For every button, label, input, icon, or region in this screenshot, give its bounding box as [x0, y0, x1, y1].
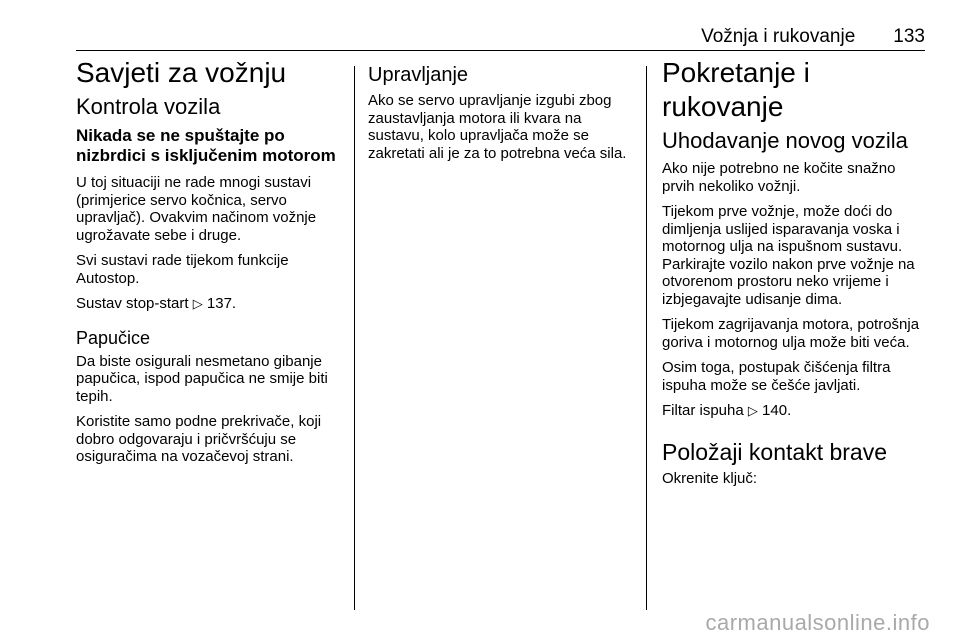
- reference-text: Filtar ispuha: [662, 402, 744, 419]
- subsection-title: Upravljanje: [368, 64, 469, 86]
- subsection-title: Kontrola vozila: [76, 94, 221, 119]
- paragraph: Tijekom prve vožnje, može doći do dimljenja uslijed isparavanja voska i motornog ulja na ispušnom sustavu. Parkirajte vozilo nakon prve vožnje na otvorenom prostoru neko vrijeme i izbjegavajte udisanje dima.: [662, 203, 915, 308]
- page-number: 133: [893, 26, 925, 47]
- bold-heading: Nikada se ne spuštajte po nizbrdici s isključenim motorom: [76, 126, 336, 165]
- paragraph: Osim toga, postupak čišćenja filtra ispuha može se češće javljati.: [662, 359, 891, 394]
- chapter-title: Vožnja i rukovanje: [701, 26, 856, 47]
- section-title: Pokretanje i rukovanje: [662, 57, 810, 122]
- column-divider: [354, 66, 355, 610]
- paragraph: Ako nije potrebno ne kočite snažno prvih nekoliko vožnji.: [662, 160, 896, 195]
- paragraph: Ako se servo upravljanje izgubi zbog zaustavljanja motora ili kvara na sustavu, kolo upravljača može se zakretati ali je za to potrebna veća sila.: [368, 92, 627, 162]
- paragraph: U toj situaciji ne rade mnogi sustavi (primjerice servo kočnica, servo upravljač). Ovakvim načinom vožnje ugrožavate sebe i druge.: [76, 174, 317, 244]
- column-left: [76, 56, 346, 610]
- subsection-title: Uhodavanje novog vozila: [662, 128, 908, 153]
- reference-page[interactable]: 137.: [206, 295, 237, 312]
- paragraph: Tijekom zagrijavanja motora, potrošnja goriva i motornog ulja može biti veća.: [662, 316, 920, 351]
- section-title-kontakt: Položaji kontakt brave: [662, 438, 888, 465]
- paragraph-with-reference: [76, 295, 346, 313]
- watermark-text: carmanualsonline.info: [705, 610, 930, 635]
- column-divider: [646, 66, 647, 610]
- subheading-papucice: Papučice: [76, 327, 151, 348]
- column-middle: [368, 56, 636, 610]
- paragraph-with-reference: [662, 402, 930, 420]
- paragraph: Koristite samo podne prekrivače, koji dobro odgovaraju i pričvršćuju se osiguračima na vozačevoj strani.: [76, 413, 322, 465]
- paragraph: Da biste osigurali nesmetano gibanje papučica, ispod papučica ne smije biti tepih.: [76, 352, 328, 405]
- paragraph: Svi sustavi rade tijekom funkcije Autostop.: [76, 252, 289, 287]
- section-title: Savjeti za vožnju: [76, 57, 287, 88]
- page-header: [76, 26, 925, 51]
- column-right: [662, 56, 930, 610]
- triangle-right-outline-icon: ▷: [747, 403, 758, 418]
- reference-text: Sustav stop-start: [76, 295, 189, 312]
- triangle-right-outline-icon: ▷: [192, 296, 203, 311]
- paragraph: Okrenite ključ:: [662, 469, 758, 487]
- reference-page[interactable]: 140.: [762, 402, 792, 419]
